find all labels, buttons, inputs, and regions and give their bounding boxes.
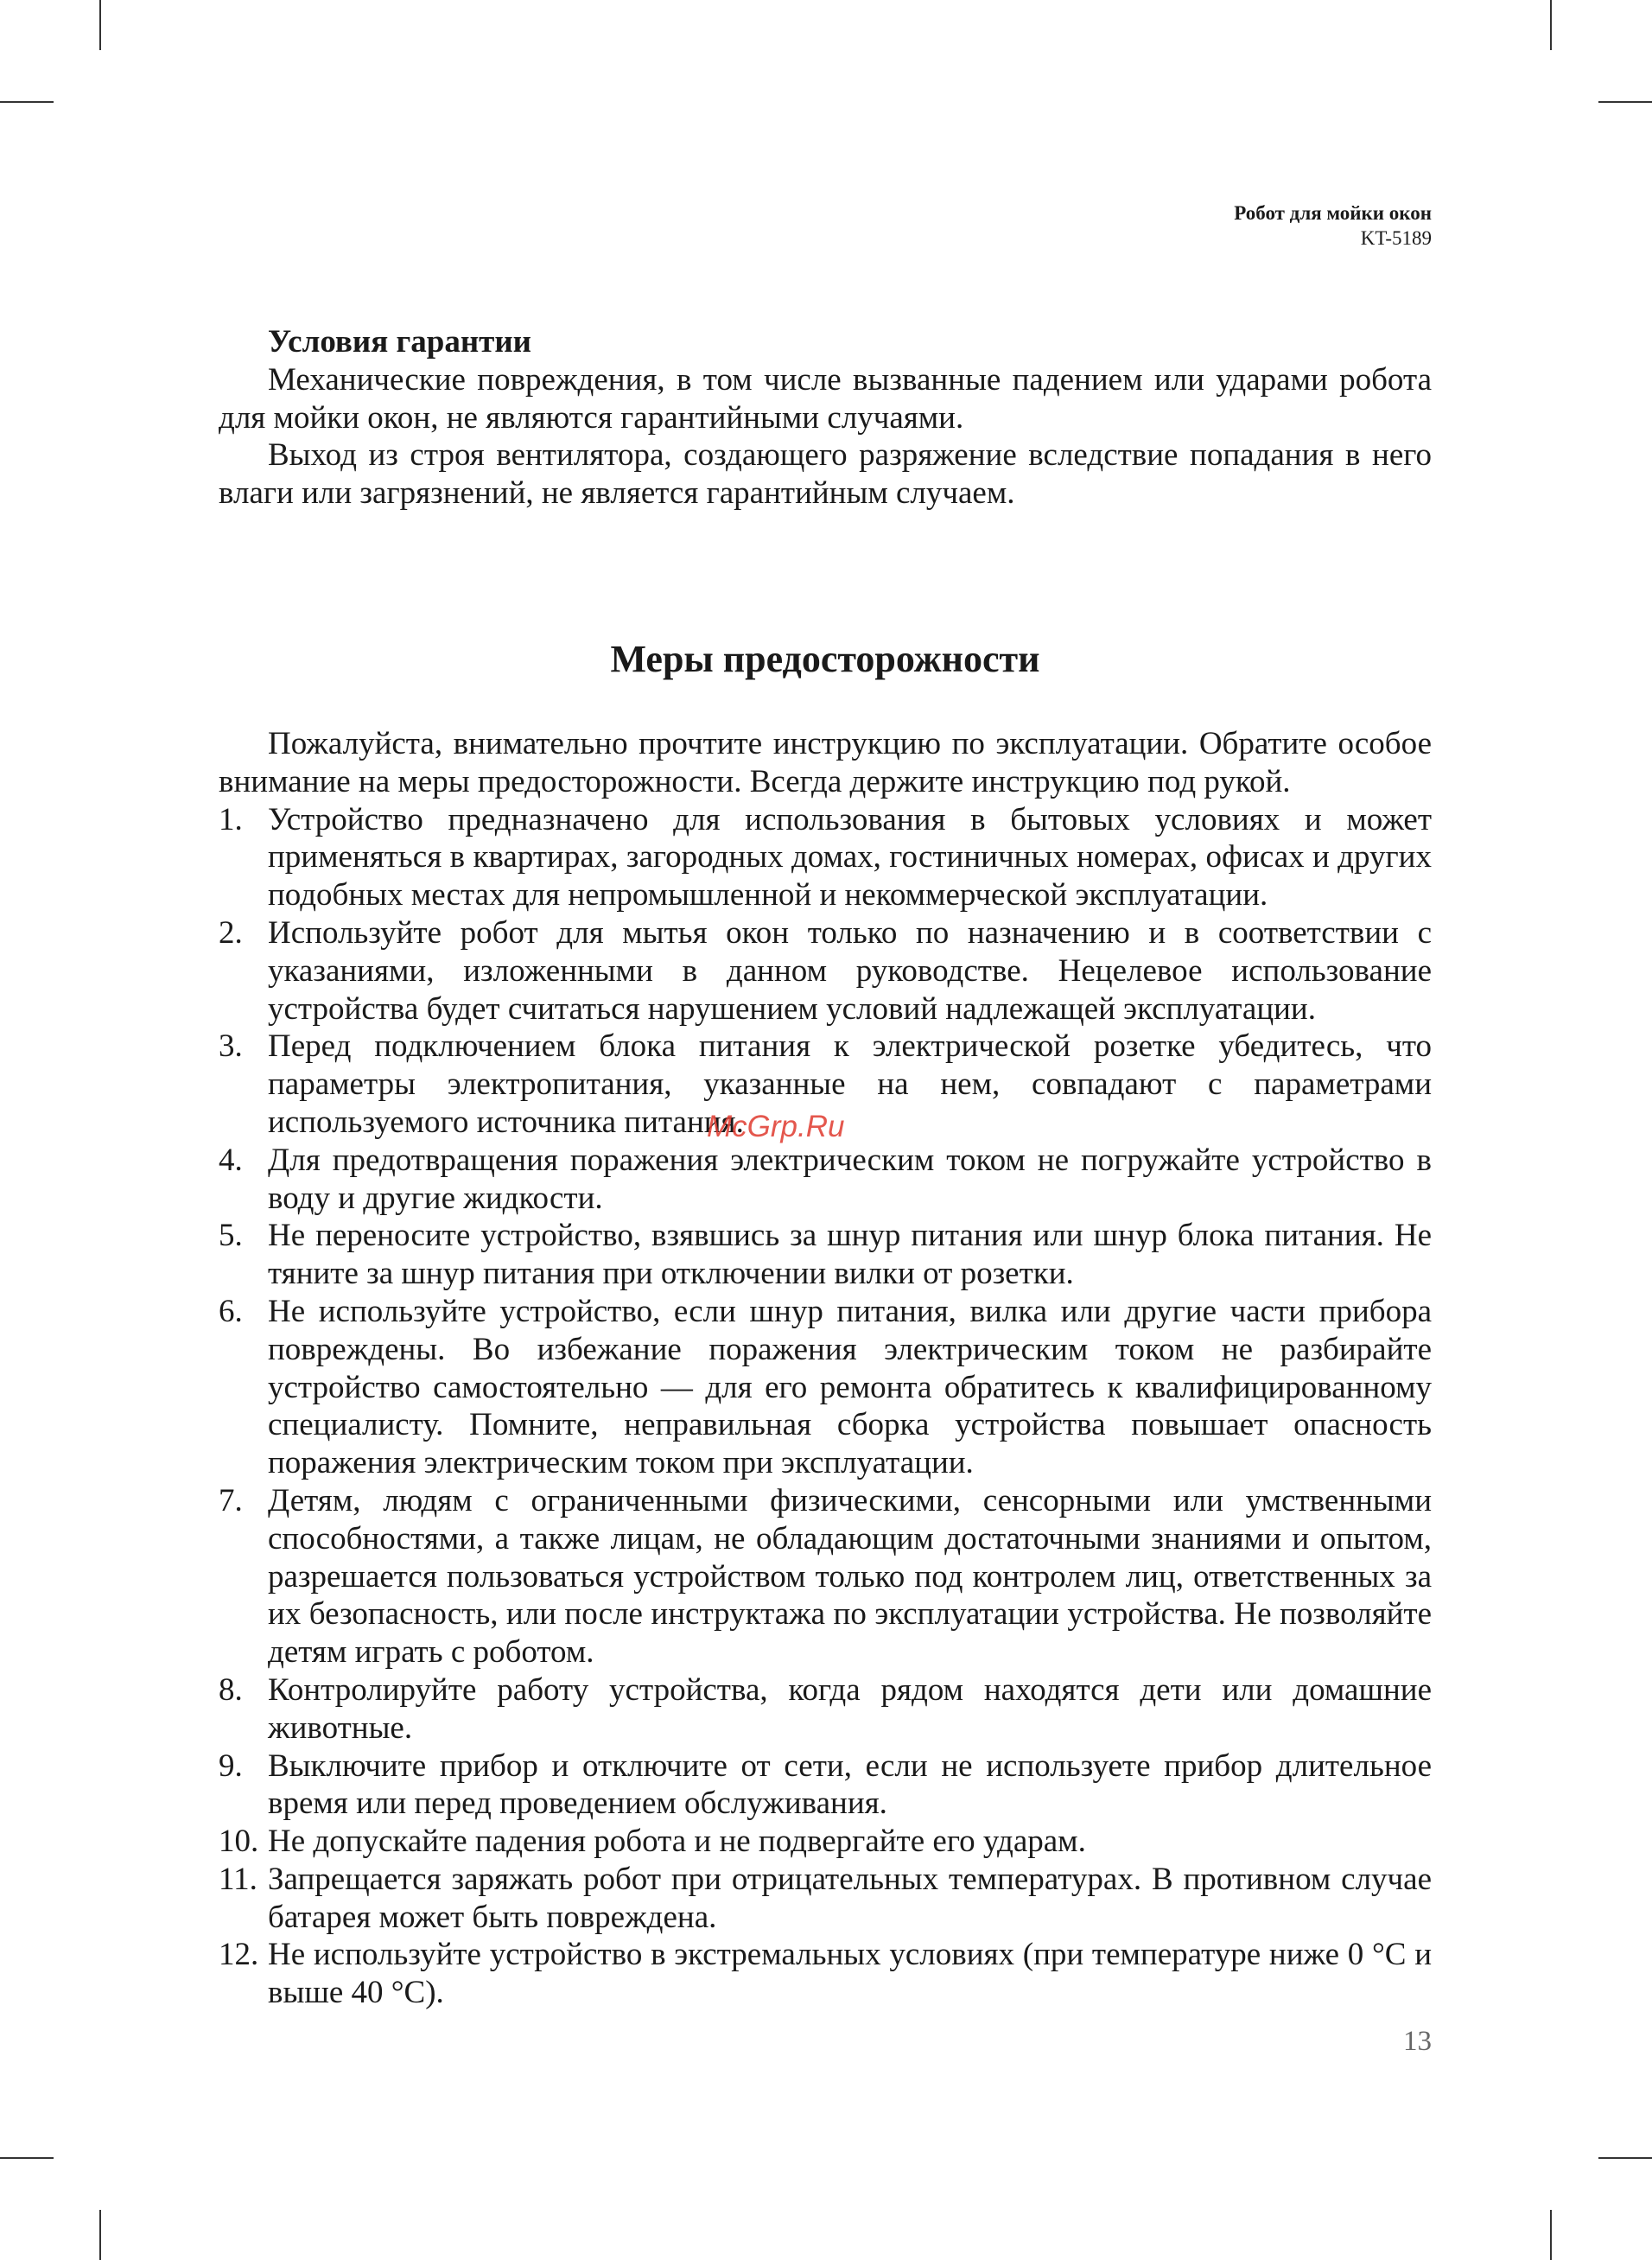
list-item: [219, 1936, 1432, 2012]
list-item-text: Устройство предназначено для использования в бытовых условиях и может применяться в квартирах, загородных домах, гостиничных номерах, офисах и других подобных местах для непромышленной и некоммерческой эксплуатации.: [268, 801, 1432, 914]
list-item-text: Не используйте устройство в экстремальных условиях (при температуре ниже 0 °С и выше 40 °С).: [268, 1937, 1432, 2011]
crop-mark-top-left: [99, 0, 101, 50]
list-item-number: 1.: [219, 801, 243, 837]
list-item-text: Запрещается заряжать робот при отрицательных температурах. В противном случае батарея может быть повреждена.: [268, 1861, 1432, 1935]
warranty-paragraph: Механические повреждения, в том числе вызванные падением или ударами робота для мойки окон, не являются гарантийными случаями.: [219, 361, 1432, 436]
crop-mark-bottom-left: [99, 2210, 101, 2260]
crop-mark-left-top: [0, 101, 54, 103]
list-item-number: 3.: [219, 1028, 243, 1065]
precautions-intro: Пожалуйста, внимательно прочтите инструкцию по эксплуатации. Обратите особое внимание на меры предосторожности. Всегда держите инструкцию под рукой.: [219, 725, 1432, 799]
warranty-heading: Условия гарантии: [268, 324, 531, 360]
list-item-number: 6.: [219, 1293, 243, 1329]
list-item: [219, 1748, 1432, 1824]
list-item: [219, 1482, 1432, 1671]
precautions-title: Меры предосторожности: [610, 637, 1040, 680]
list-item-number: 4.: [219, 1142, 243, 1178]
crop-mark-bottom-right: [1550, 2210, 1552, 2260]
list-item-number: 11.: [219, 1861, 257, 1897]
crop-mark-right-bottom: [1598, 2157, 1652, 2159]
list-item: [219, 1142, 1432, 1218]
list-item-text: Не используйте устройство, если шнур питания, вилка или другие части прибора повреждены. Во избежание поражения электрическим током не разбирайте устройство самостоятельно — для его ремонта обратитесь к квалифицированному специалисту. Помните, неправильная сборка устройства повышает опасность поражения электрическим током при эксплуатации.: [268, 1293, 1432, 1481]
page-content: [219, 323, 1432, 2012]
list-item: [219, 1293, 1432, 1482]
list-item-number: 2.: [219, 914, 243, 951]
watermark: McGrp.Ru: [707, 1110, 845, 1143]
model-number: KT-5189: [1360, 227, 1432, 249]
precautions-list: [219, 801, 1432, 2013]
list-item-number: 7.: [219, 1482, 243, 1518]
list-item-text: Выключите прибор и отключите от сети, если не используете прибор длительное время или перед проведением обслуживания.: [268, 1748, 1432, 1822]
list-item-number: 9.: [219, 1748, 243, 1784]
list-item-number: 8.: [219, 1671, 243, 1708]
list-item-text: Для предотвращения поражения электрическим током не погружайте устройство в воду и другие жидкости.: [268, 1142, 1432, 1216]
page-number: 13: [1403, 2026, 1432, 2057]
list-item: [219, 914, 1432, 1028]
crop-mark-top-right: [1550, 0, 1552, 50]
list-item-number: 12.: [219, 1937, 259, 1973]
crop-mark-right-top: [1598, 101, 1652, 103]
product-title: Робот для мойки окон: [1234, 202, 1432, 224]
running-header: [1234, 201, 1432, 251]
list-item: [219, 801, 1432, 914]
list-item-text: Не допускайте падения робота и не подвергайте его ударам.: [268, 1824, 1086, 1860]
warranty-paragraph: Выход из строя вентилятора, создающего разряжение вследствие попадания в него влаги или загрязнений, не является гарантийным случаем.: [219, 437, 1432, 512]
list-item-text: Контролируйте работу устройства, когда рядом находятся дети или домашние животные.: [268, 1671, 1432, 1746]
list-item: [219, 1861, 1432, 1937]
list-item-text: Детям, людям с ограниченными физическими, сенсорными или умственными способностями, а также лицам, не обладающим достаточными знаниями и опытом, разрешается пользоваться устройством только под контролем лиц, ответственных за их безопасность, или после инструктажа по эксплуатации устройства. Не позволяйте детям играть с роботом.: [268, 1482, 1432, 1671]
list-item-number: 10.: [219, 1824, 259, 1860]
list-item-number: 5.: [219, 1218, 243, 1254]
list-item: [219, 1671, 1432, 1748]
list-item-text: Перед подключением блока питания к электрической розетке убедитесь, что параметры электропитания, указанные на нем, совпадают с параметрами используемого источника питания.: [268, 1028, 1432, 1140]
crop-mark-left-bottom: [0, 2157, 54, 2159]
list-item-text: Не переносите устройство, взявшись за шнур питания или шнур блока питания. Не тяните за шнур питания при отключении вилки от розетки.: [268, 1218, 1432, 1292]
list-item: [219, 1823, 1432, 1861]
list-item-text: Используйте робот для мытья окон только по назначению и в соответствии с указаниями, изложенными в данном руководстве. Нецелевое использование устройства будет считаться нарушением условий надлежащей эксплуатации.: [268, 914, 1432, 1027]
list-item: [219, 1217, 1432, 1293]
list-item: [219, 1028, 1432, 1141]
